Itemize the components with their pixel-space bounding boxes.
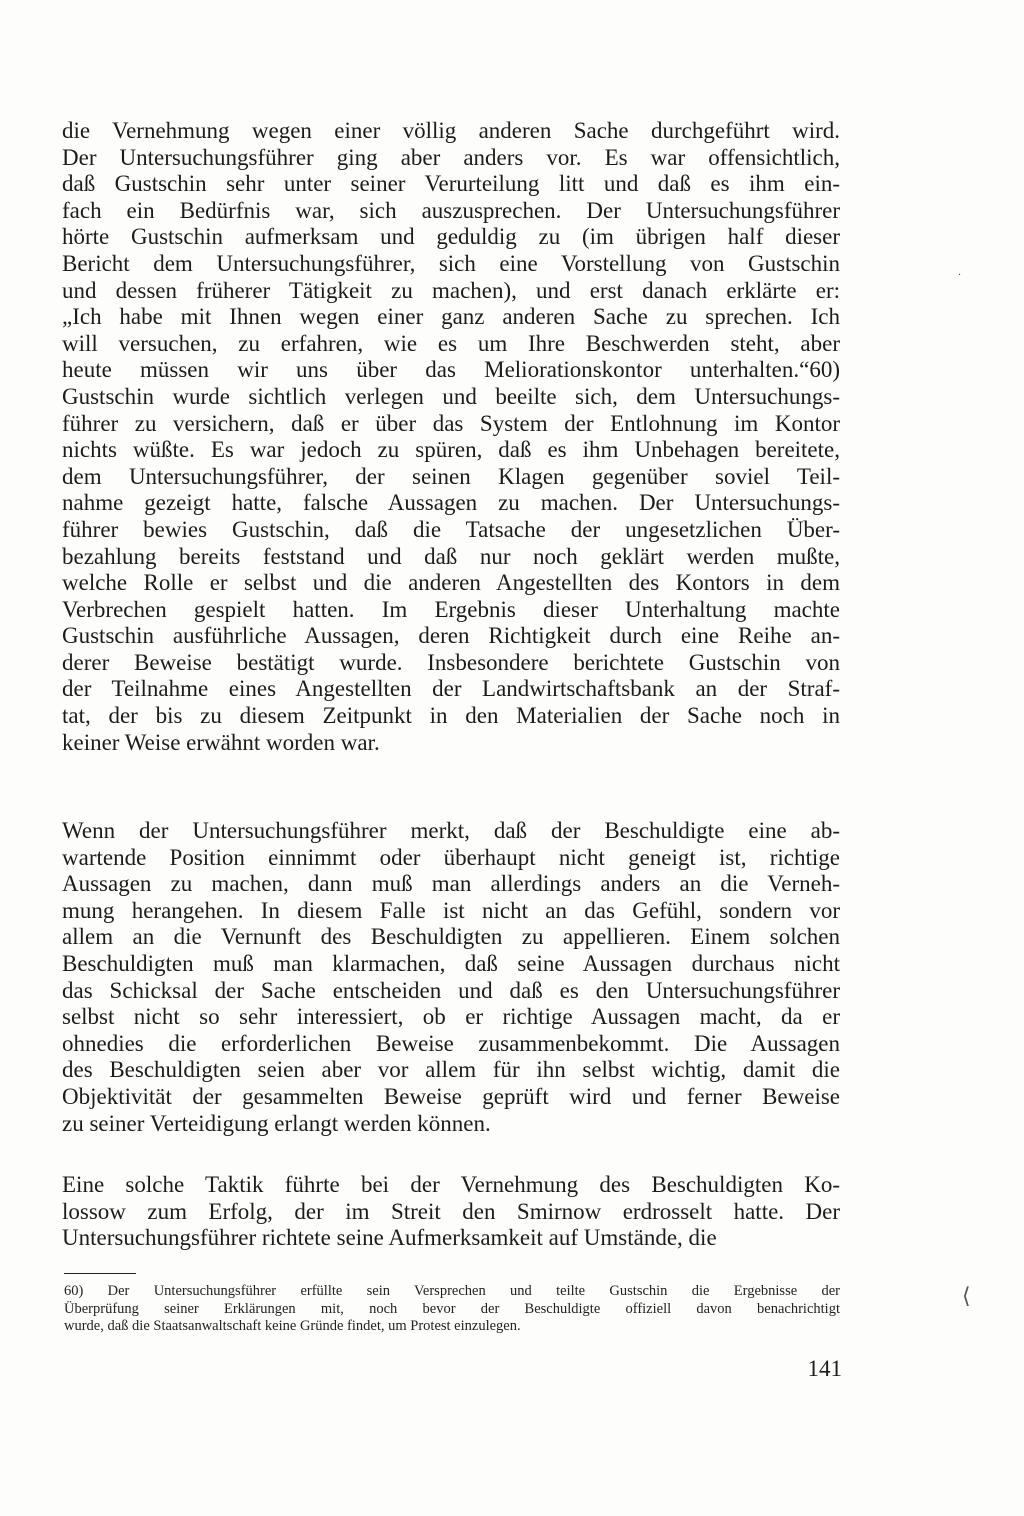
text-line: Bericht dem Untersuchungsführer, sich eine Vorstellung von Gustschin — [62, 250, 840, 276]
text-line: hörte Gustschin aufmerksam und geduldig zu (im übrigen half dieser — [62, 224, 840, 250]
text-line: das Schicksal der Sache entscheiden und daß es den Untersuchungsführer — [62, 977, 840, 1003]
text-line: derer Beweise bestätigt wurde. Insbesondere berichtete Gustschin von — [62, 649, 840, 675]
footnote — [64, 1283, 840, 1336]
text-line: will versuchen, zu erfahren, wie es um Ihre Beschwerden steht, aber — [62, 330, 840, 356]
text-line: nahme gezeigt hatte, falsche Aussagen zu machen. Der Untersuchungs- — [62, 490, 840, 516]
footnote-line: 60) Der Untersuchungsführer erfüllte sein Versprechen und teilte Gustschin die Ergebnisse der — [64, 1283, 840, 1299]
text-line: zu seiner Verteidigung erlangt werden können. — [62, 1110, 491, 1136]
paragraph-1 — [62, 118, 840, 756]
text-line: und dessen früherer Tätigkeit zu machen), und erst danach erklärte er: — [62, 277, 840, 303]
paragraph-3 — [62, 1172, 840, 1252]
text-line: nichts wüßte. Es war jedoch zu spüren, daß es ihm Unbehagen bereitete, — [62, 437, 840, 463]
text-line: Untersuchungsführer richtete seine Aufmerksamkeit auf Umstände, die — [62, 1225, 717, 1251]
footnote-separator — [64, 1273, 136, 1274]
text-line: Aussagen zu machen, dann muß man allerdings anders an die Verneh- — [62, 871, 840, 897]
margin-bracket-mark: ⟨ — [962, 1284, 971, 1309]
text-line: Wenn der Untersuchungsführer merkt, daß der Beschuldigte eine ab- — [62, 818, 840, 843]
text-line: die Vernehmung wegen einer völlig anderen Sache durchgeführt wird. — [62, 118, 840, 143]
text-line: allem an die Vernunft des Beschuldigten zu appellieren. Einem solchen — [62, 924, 840, 950]
text-line: Beschuldigten muß man klarmachen, daß seine Aussagen durchaus nicht — [62, 950, 840, 976]
text-line: daß Gustschin sehr unter seiner Verurteilung litt und daß es ihm ein- — [62, 171, 840, 197]
text-line: ohnedies die erforderlichen Beweise zusammenbekommt. Die Aussagen — [62, 1030, 840, 1056]
text-line: selbst nicht so sehr interessiert, ob er richtige Aussagen macht, da er — [62, 1004, 840, 1030]
text-line: fach ein Bedürfnis war, sich auszusprechen. Der Untersuchungsführer — [62, 197, 840, 223]
text-line: wartende Position einnimmt oder überhaupt nicht geneigt ist, richtige — [62, 844, 840, 870]
margin-speck: · — [958, 270, 962, 281]
text-line: „Ich habe mit Ihnen wegen einer ganz anderen Sache zu sprechen. Ich — [62, 304, 840, 330]
text-line: Gustschin wurde sichtlich verlegen und beeilte sich, dem Untersuchungs- — [62, 383, 840, 409]
paragraph-2 — [62, 818, 840, 1137]
text-line: Objektivität der gesammelten Beweise geprüft wird und ferner Beweise — [62, 1083, 840, 1109]
text-line: Verbrechen gespielt hatten. Im Ergebnis dieser Unterhaltung machte — [62, 596, 840, 622]
text-line: führer bewies Gustschin, daß die Tatsache der ungesetzlichen Über- — [62, 516, 840, 542]
text-line: lossow zum Erfolg, der im Streit den Smirnow erdrosselt hatte. Der — [62, 1198, 840, 1224]
text-line: Eine solche Taktik führte bei der Vernehmung des Beschuldigten Ko- — [62, 1172, 840, 1197]
text-line: dem Untersuchungsführer, der seinen Klagen gegenüber soviel Teil- — [62, 463, 840, 489]
page-number: 141 — [807, 1356, 842, 1381]
text-line: des Beschuldigten seien aber vor allem für ihn selbst wichtig, damit die — [62, 1057, 840, 1083]
text-line: der Teilnahme eines Angestellten der Landwirtschaftsbank an der Straf- — [62, 676, 840, 702]
text-line: welche Rolle er selbst und die anderen Angestellten des Kontors in dem — [62, 570, 840, 596]
footnote-line: Überprüfung seiner Erklärungen mit, noch bevor der Beschuldigte offiziell davon benachrichtigt — [64, 1300, 840, 1317]
text-line: Der Untersuchungsführer ging aber anders vor. Es war offensichtlich, — [62, 144, 840, 170]
footnote-line: wurde, daß die Staatsanwaltschaft keine Gründe findet, um Protest einzulegen. — [64, 1318, 521, 1334]
text-line: bezahlung bereits feststand und daß nur noch geklärt werden mußte, — [62, 543, 840, 569]
text-line: heute müssen wir uns über das Meliorationskontor unterhalten.“60) — [62, 357, 840, 383]
text-line: mung herangehen. In diesem Falle ist nicht an das Gefühl, sondern vor — [62, 897, 840, 923]
text-line: keiner Weise erwähnt worden war. — [62, 729, 380, 755]
text-line: führer zu versichern, daß er über das System der Entlohnung im Kontor — [62, 410, 840, 436]
text-line: tat, der bis zu diesem Zeitpunkt in den Materialien der Sache noch in — [62, 703, 840, 729]
text-line: Gustschin ausführliche Aussagen, deren Richtigkeit durch eine Reihe an- — [62, 623, 840, 649]
